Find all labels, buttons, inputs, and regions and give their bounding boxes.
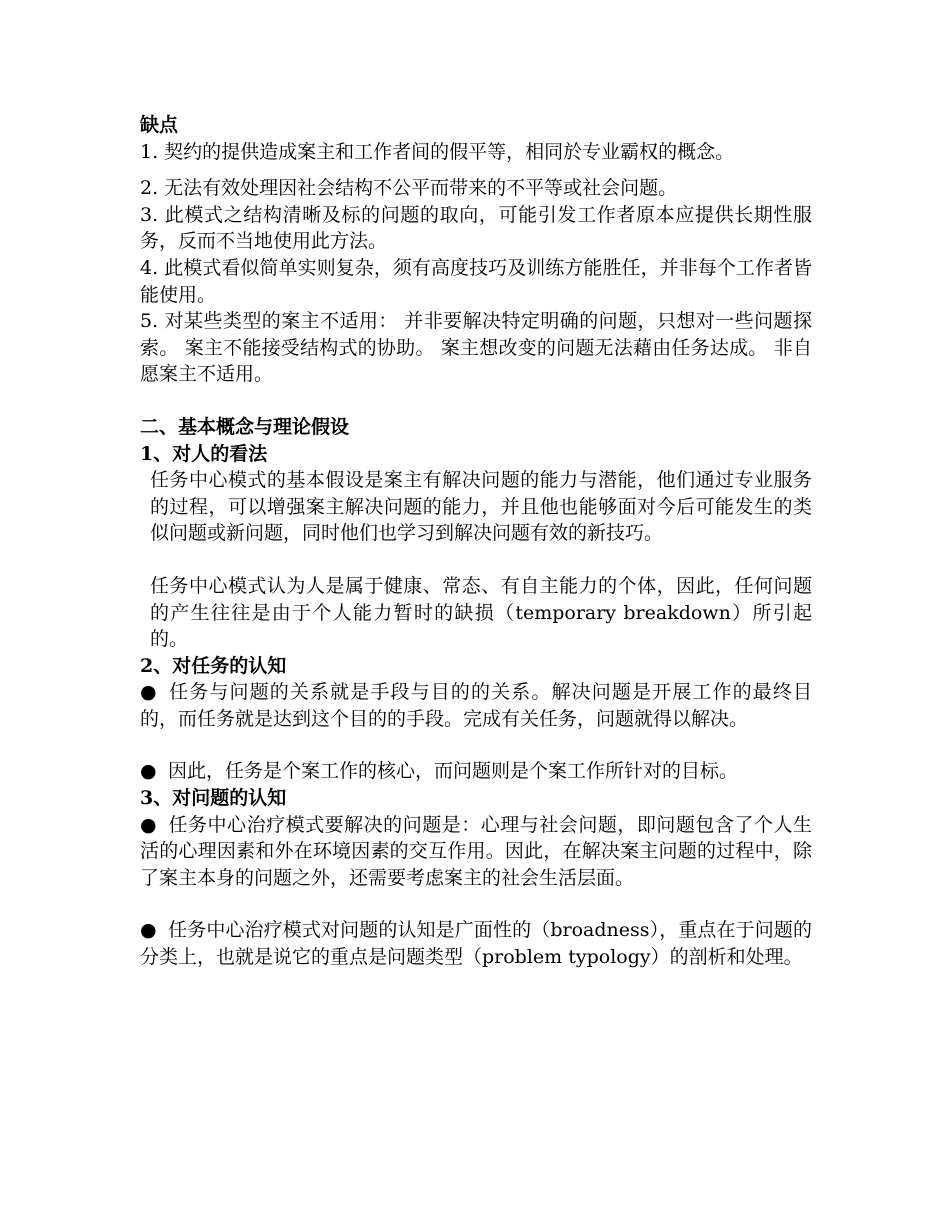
view-of-person-para-2: 任务中心模式认为人是属于健康、常态、有自主能力的个体，因此，任何问题的产生往往是由于个人能力暂时的缺损（temporary breakdown）所引起的。 <box>150 574 812 651</box>
bullet-icon: ● <box>140 681 157 704</box>
concepts-heading: 二、基本概念与理论假设 <box>140 415 350 438</box>
problem-bullet-1 <box>140 812 812 892</box>
document-page <box>140 112 812 971</box>
task-bullet-1-text: 任务与问题的关系就是手段与目的的关系。解决问题是开展工作的最终目的，而任务就是达到这个目的的手段。完成有关任务，问题就得以解决。 <box>140 681 812 730</box>
problem-bullet-1-text: 任务中心治疗模式要解决的问题是：心理与社会问题，即问题包含了个人生活的心理因素和外在环境因素的交互作用。因此，在解决案主问题的过程中，除了案主本身的问题之外，还需要考虑案主的社会生活层面。 <box>140 813 812 889</box>
task-bullet-2-text: 因此，任务是个案工作的核心，而问题则是个案工作所针对的目标。 <box>168 760 739 783</box>
bullet-icon: ● <box>140 760 157 783</box>
drawbacks-heading: 缺点 <box>140 114 179 136</box>
bullet-icon: ● <box>140 813 157 836</box>
task-cognition-heading: 2、对任务的认知 <box>140 654 287 677</box>
view-of-person-para-1: 任务中心模式的基本假设是案主有解决问题的能力与潜能，他们通过专业服务的过程，可以增强案主解决问题的能力，并且他也能够面对今后可能发生的类似问题或新问题，同时他们也学习到解决问题有效的新技巧。 <box>150 469 812 545</box>
drawback-item-3: 3. 此模式之结构清晰及标的问题的取向，可能引发工作者原本应提供长期性服务，反而不当地使用此方法。 <box>140 203 812 253</box>
task-bullet-2 <box>140 758 812 785</box>
problem-bullet-2 <box>140 917 812 970</box>
view-of-person-heading: 1、对人的看法 <box>140 442 268 465</box>
drawback-item-4: 4. 此模式看似简单实则复杂，须有高度技巧及训练方能胜任，并非每个工作者皆能使用。 <box>140 256 812 306</box>
drawback-item-5: 5. 对某些类型的案主不适用： 并非要解决特定明确的问题，只想对一些问题探索。 案主不能接受结构式的协助。 案主想改变的问题无法藉由任务达成。 非自愿案主不适用。 <box>140 310 812 386</box>
problem-cognition-heading: 3、对问题的认知 <box>140 787 287 810</box>
drawback-item-1: 1. 契约的提供造成案主和工作者间的假平等，相同於专业霸权的概念。 <box>140 140 735 163</box>
bullet-icon: ● <box>140 919 157 942</box>
task-bullet-1 <box>140 679 812 732</box>
problem-bullet-2-text: 任务中心治疗模式对问题的认知是广面性的（broadness），重点在于问题的分类上，也就是说它的重点是问题类型（problem typology）的剖析和处理。 <box>140 919 812 969</box>
drawback-item-2: 2. 无法有效处理因社会结构不公平而带来的不平等或社会问题。 <box>140 177 678 200</box>
